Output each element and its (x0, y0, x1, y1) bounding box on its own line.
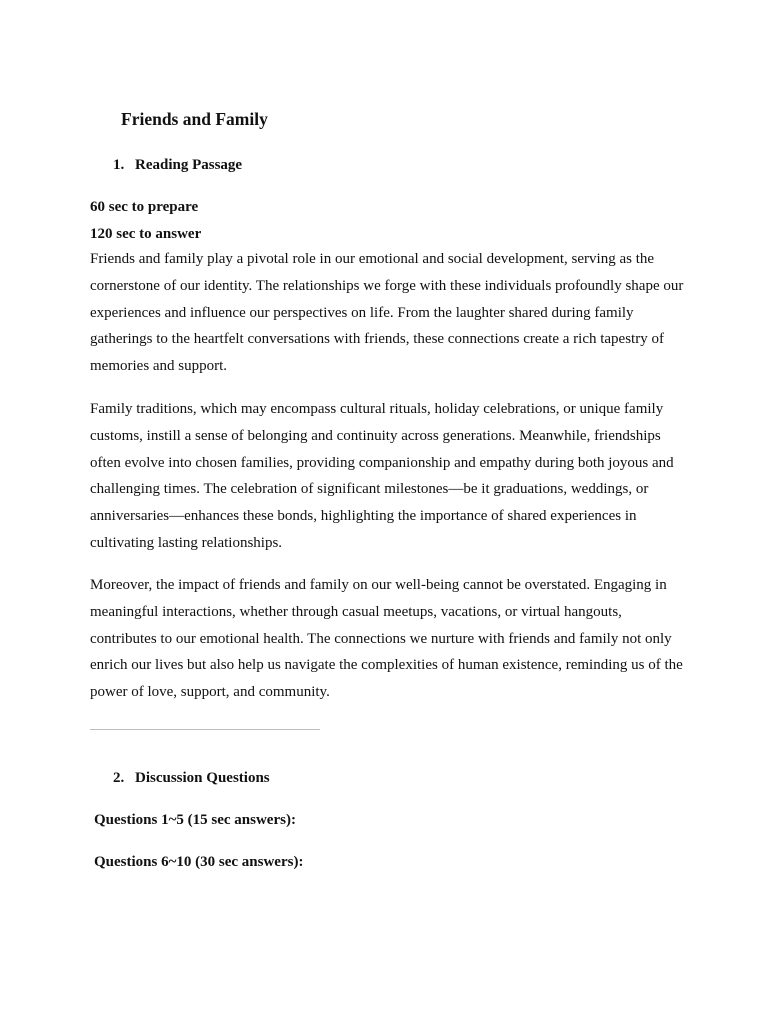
document-title: Friends and Family (121, 109, 268, 129)
section-number: 1. (113, 157, 125, 173)
section-heading-discussion-questions (113, 768, 270, 788)
section-divider (90, 729, 320, 730)
questions-group-2-label: Questions 6~10 (30 sec answers): (94, 854, 304, 870)
passage-paragraph-3: Moreover, the impact of friends and family on our well-being cannot be overstated. Engaging in meaningful interactions, whether through casual meetups, vacations, or virtual hangouts, contributes to our emotional health. The connections we nurture with friends and family not only enrich our lives but also help us navigate the complexities of human existence, reminding us of the power of love, support, and community. (90, 577, 683, 701)
section-heading-label: Discussion Questions (135, 770, 270, 786)
answer-time-label: 120 sec to answer (90, 226, 202, 242)
passage-paragraph-2: Family traditions, which may encompass cultural rituals, holiday celebrations, or unique family customs, instill a sense of belonging and continuity across generations. Meanwhile, friendships often evolve into chosen families, providing companionship and empathy during both joyous and challenging times. The celebration of significant milestones—be it graduations, weddings, or anniversaries—enhances these bonds, highlighting the importance of shared experiences in cultivating lasting relationships. (90, 401, 674, 551)
section-number: 2. (113, 770, 125, 786)
section-heading-label: Reading Passage (135, 157, 243, 173)
prepare-time-label: 60 sec to prepare (90, 199, 199, 215)
section-heading-reading-passage (113, 155, 242, 175)
questions-group-1-label: Questions 1~5 (15 sec answers): (94, 812, 296, 828)
passage-paragraph-1: Friends and family play a pivotal role in our emotional and social development, serving as the cornerstone of our identity. The relationships we forge with these individuals profoundly shape our experiences and influence our perspectives on life. From the laughter shared during family gatherings to the heartfelt conversations with friends, these connections create a rich tapestry of memories and support. (90, 251, 684, 375)
